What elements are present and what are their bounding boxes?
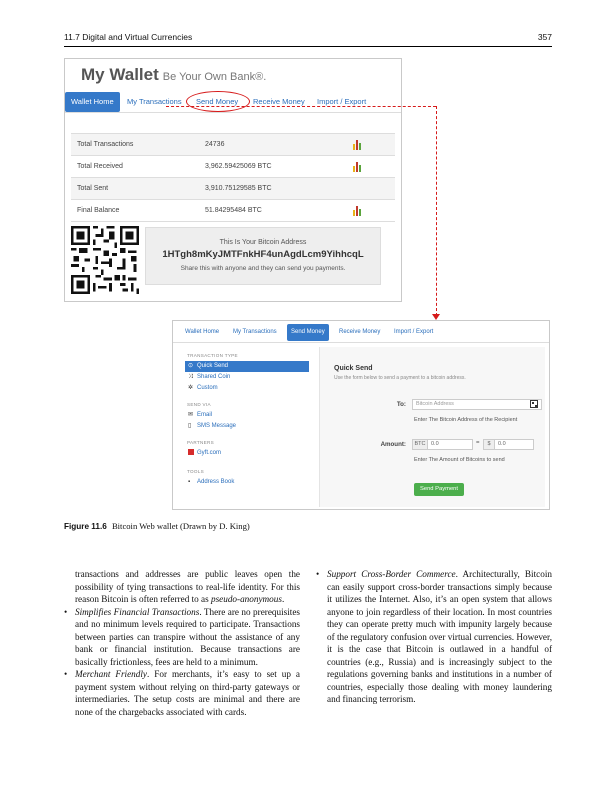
address-note: Share this with anyone and they can send you payments. (180, 265, 346, 272)
figure-caption-text: Bitcoin Web wallet (Drawn by D. King) (111, 521, 250, 531)
chart-icon[interactable] (353, 205, 363, 216)
amount-help-text: Enter The Amount of Bitcoins to send (414, 457, 505, 463)
table-row (71, 134, 395, 156)
sidebar-item-quick-send[interactable]: ⊙ Quick Send (185, 361, 309, 372)
form-description: Use the form below to send a payment to a bitcoin address. (334, 375, 466, 381)
row-label: Total Sent (77, 185, 109, 192)
sidebar-heading: SEND VIA (187, 402, 211, 407)
envelope-icon: ✉ (188, 412, 194, 418)
row-value: 51.84295484 BTC (205, 207, 262, 214)
connector-line-vertical (436, 106, 437, 316)
running-head (64, 32, 552, 46)
bitcoin-address-panel (145, 227, 381, 285)
chart-icon[interactable] (353, 161, 363, 172)
sidebar-item-address-book[interactable]: ▪ Address Book (185, 477, 309, 488)
send-money-highlight-oval (186, 91, 250, 112)
page-number: 357 (537, 32, 552, 42)
sidebar-item-email[interactable]: ✉ Email (185, 410, 309, 421)
amount-label: Amount: (380, 441, 406, 448)
book-icon: ▪ (188, 479, 191, 485)
wallet-subtitle: Be Your Own Bank®. (162, 71, 267, 83)
send-money-screenshot (172, 320, 550, 510)
phone-icon: ▯ (188, 423, 192, 429)
table-row (71, 200, 395, 222)
bullet-item: • Support Cross-Border Commerce. Architecturally, Bitcoin can easily support cross-border transactions simply because it utilizes the Internet. Also, it’s an open system that allows anyone to join regardless of their location. In most countries they can operate pretty much with impunity largely because of the regulatory confusion over virtual currencies. However, it is the case that Bitcoin is outlawed in a handful of countries (e.g., Russia) and is increasingly subject to the regulations governing banks and institutions in a number of countries, especially those dealing with money laundering and financing terrorism. (316, 569, 552, 704)
tab-import-export[interactable]: Import / Export (394, 329, 434, 335)
gear-icon: ✲ (188, 385, 194, 391)
row-value: 24736 (205, 141, 225, 148)
bullet-item: • Simplifies Financial Transactions. There are no prerequisites and no minimum levels required to participate. Transactions between parties can transpire without the assistance of any bank or financial institution. Because transactions are basically frictionless, fees are held to a minimum. (64, 606, 300, 667)
sidebar-heading: TRANSACTION TYPE (187, 353, 238, 358)
tab-my-transactions[interactable]: My Transactions (127, 97, 182, 106)
tab-send-money[interactable]: Send Money (196, 97, 239, 106)
qr-code-icon (71, 225, 139, 295)
equals-sign: = (476, 440, 480, 446)
shuffle-icon: ⤨ (188, 374, 193, 380)
clock-icon: ⊙ (188, 363, 194, 369)
address-caption: This Is Your Bitcoin Address (219, 239, 307, 246)
figure-label: Figure 11.6 (64, 522, 107, 531)
send-payment-button[interactable]: Send Payment (414, 483, 464, 496)
tab-receive-money[interactable]: Receive Money (339, 329, 381, 335)
section-title: 11.7 Digital and Virtual Currencies (64, 32, 193, 42)
row-label: Final Balance (77, 207, 120, 214)
row-value: 3,910.75129585 BTC (205, 185, 272, 192)
row-label: Total Transactions (77, 141, 134, 148)
form-title: Quick Send (334, 365, 373, 372)
send-sidebar (181, 347, 311, 507)
wallet-title: My Wallet Be Your Own Bank®. (81, 65, 267, 84)
connector-line-horizontal (166, 106, 436, 107)
tab-wallet-home[interactable]: Wallet Home (185, 329, 220, 335)
btc-amount-input[interactable]: 0.0 (427, 439, 473, 450)
figure-caption (64, 521, 250, 531)
to-help-text: Enter The Bitcoin Address of the Recipient (414, 417, 518, 423)
header-rule (64, 46, 552, 47)
sidebar-heading: PARTNERS (187, 440, 214, 445)
wallet-home-screenshot (64, 58, 402, 302)
row-label: Total Received (77, 163, 123, 170)
table-row (71, 178, 395, 200)
sidebar-item-sms[interactable]: ▯ SMS Message (185, 421, 309, 432)
qr-scan-icon[interactable] (530, 400, 538, 408)
wallet-nav (65, 91, 401, 113)
gyft-icon (188, 449, 194, 455)
chart-icon[interactable] (353, 139, 363, 150)
bitcoin-address-input[interactable]: Bitcoin Address (412, 399, 542, 410)
paragraph: transactions and addresses are public leaves open the possibility of tying transactions to real-life identity. For this reason Bitcoin is often referred to as pseudo-anonymous. (75, 569, 300, 604)
body-column-left (64, 568, 300, 718)
usd-addon: $ (483, 439, 495, 450)
tab-receive-money[interactable]: Receive Money (253, 97, 305, 106)
usd-amount-input[interactable]: 0.0 (494, 439, 534, 450)
tab-import-export[interactable]: Import / Export (317, 97, 367, 106)
tab-wallet-home[interactable]: Wallet Home (65, 92, 120, 112)
sidebar-item-gyft[interactable]: Gyft.com (185, 448, 309, 459)
tab-send-money[interactable]: Send Money (287, 324, 329, 341)
wallet-summary-table (71, 133, 395, 222)
sidebar-item-custom[interactable]: ✲ Custom (185, 383, 309, 394)
row-value: 3,962.59425069 BTC (205, 163, 272, 170)
send-nav (173, 321, 549, 343)
bullet-item: • Merchant Friendly. For merchants, it’s easy to set up a payment system without relying on third-party gateways or intermediaries. The setup costs are minimal and there are none of the chargebacks associated with cards. (64, 669, 300, 717)
quick-send-form (319, 347, 545, 507)
btc-addon: BTC (412, 439, 428, 450)
tab-my-transactions[interactable]: My Transactions (233, 329, 277, 335)
body-column-right (316, 568, 552, 706)
table-row (71, 156, 395, 178)
to-label: To: (396, 401, 406, 408)
sidebar-item-shared-coin[interactable]: ⤨ Shared Coin (185, 372, 309, 383)
sidebar-heading: TOOLS (187, 469, 204, 474)
bitcoin-address[interactable]: 1HTgh8mKyJMTFnkHF4unAgdLcm9YihhcqL (162, 249, 364, 260)
